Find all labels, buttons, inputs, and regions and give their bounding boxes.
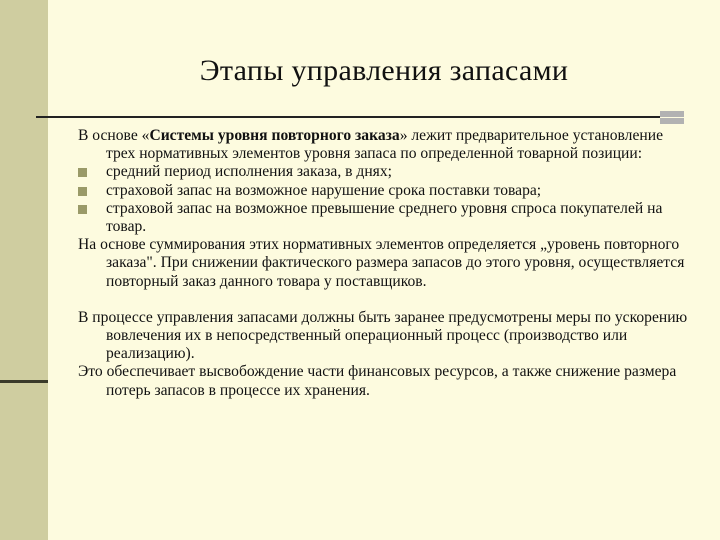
bullet-text: средний период исполнения заказа, в днях; (106, 163, 392, 181)
paragraph-effect: Это обеспечивает высвобождение части финансовых ресурсов, а также снижение размера потерь запасов в процессе их хранения. (78, 363, 677, 399)
square-bullet-icon (78, 168, 87, 177)
intro-bold-term: Системы уровня повторного заказа (149, 127, 400, 144)
divider-accent-top (660, 111, 684, 117)
title-divider (36, 116, 660, 118)
divider-accent-bottom (660, 118, 684, 124)
square-bullet-icon (78, 205, 87, 214)
slide-body (78, 127, 690, 400)
intro-lead: В основе « (78, 127, 150, 144)
square-bullet-icon (78, 187, 87, 196)
bullet-text: страховой запас на возможное превышение среднего уровня спроса покупателей на товар. (106, 199, 663, 236)
spacer (78, 291, 690, 309)
list-item (78, 163, 690, 181)
paragraph-summary: На основе суммирования этих нормативных элементов определяется „уровень повторного заказа". При снижении фактического размера запасов до этого уровня, осуществляется повторный заказ данного товара у поставщиков. (78, 236, 685, 290)
side-decor-band (0, 0, 48, 540)
intro-tail: » лежит предварительное установление трех нормативных элементов уровня запаса по определенной товарной позиции: (106, 127, 663, 163)
slide-title: Этапы управления запасами (199, 54, 569, 87)
bullet-text: страховой запас на возможное нарушение срока поставки товара; (106, 181, 542, 199)
side-decor-line (0, 380, 48, 383)
list-item (78, 182, 690, 200)
list-item (78, 200, 690, 236)
paragraph-process: В процессе управления запасами должны быть заранее предусмотрены меры по ускорению вовлечения их в непосредственный операционный процесс (производство или реализацию). (78, 308, 688, 363)
paragraph-intro (78, 127, 690, 163)
